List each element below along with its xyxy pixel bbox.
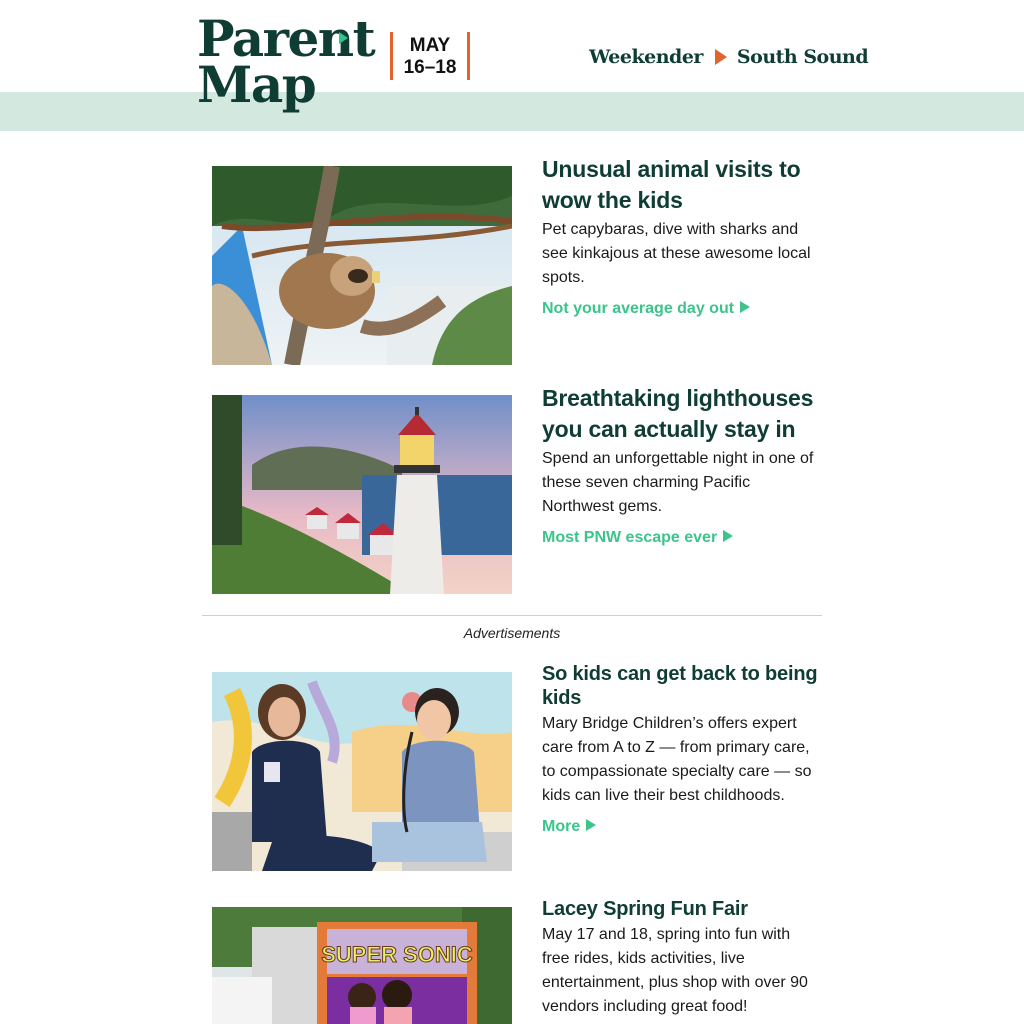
logo-triangle-icon bbox=[339, 32, 348, 44]
article-link[interactable] bbox=[542, 300, 750, 318]
article-link-label: Most PNW escape ever bbox=[542, 529, 718, 546]
article-title[interactable]: Unusual animal visits to wow the kids bbox=[542, 156, 801, 213]
advertisements-label: Advertisements bbox=[463, 625, 561, 641]
ad-text bbox=[542, 897, 822, 1019]
ride-sign: SUPER SONIC bbox=[321, 942, 473, 967]
doctor-child-image[interactable] bbox=[212, 672, 512, 871]
parentmap-logo[interactable] bbox=[197, 9, 375, 114]
ad-link-label: More bbox=[542, 818, 581, 835]
ad-text bbox=[542, 662, 822, 836]
article-title[interactable]: Breathtaking lighthouses you can actually stay in bbox=[542, 385, 814, 442]
issue-date bbox=[390, 32, 470, 80]
issue-days: 16–18 bbox=[403, 57, 457, 78]
logo-line-1: Parent bbox=[197, 9, 375, 68]
article-link-label: Not your average day out bbox=[542, 300, 735, 317]
fair-ride-image[interactable] bbox=[212, 907, 512, 1024]
article-text bbox=[542, 383, 822, 547]
breadcrumb-weekender[interactable]: Weekender bbox=[589, 46, 703, 68]
article-summary: Pet capybaras, dive with sharks and see kinkajous at these awesome local spots. bbox=[542, 221, 811, 286]
breadcrumb-south-sound[interactable]: South Sound bbox=[736, 46, 869, 68]
breadcrumb-arrow-icon bbox=[715, 49, 727, 65]
lighthouse-image[interactable] bbox=[212, 395, 512, 594]
article-text bbox=[542, 154, 822, 318]
play-arrow-icon bbox=[740, 301, 750, 313]
newsletter-header bbox=[0, 0, 1024, 131]
ad-title[interactable]: Lacey Spring Fun Fair bbox=[542, 898, 748, 920]
article-summary: Spend an unforgettable night in one of these seven charming Pacific Northwest gems. bbox=[542, 450, 814, 515]
breadcrumb bbox=[589, 44, 868, 70]
sloth-image[interactable] bbox=[212, 166, 512, 365]
header-band bbox=[0, 92, 1024, 131]
logo-line-2: Map bbox=[197, 55, 316, 114]
play-arrow-icon bbox=[586, 819, 596, 831]
section-divider bbox=[202, 615, 822, 616]
ad-summary: Mary Bridge Children’s offers expert care from A to Z — from primary care, to compassionate specialty care — so kids can live their best childhoods. bbox=[542, 715, 812, 804]
issue-month: MAY bbox=[409, 35, 451, 56]
ad-link[interactable] bbox=[542, 818, 596, 836]
ad-title[interactable]: So kids can get back to being kids bbox=[542, 663, 818, 709]
play-arrow-icon bbox=[723, 530, 733, 542]
article-link[interactable] bbox=[542, 529, 733, 547]
ad-summary: May 17 and 18, spring into fun with free rides, kids activities, live entertainment, plus shop with over 90 vendors including great food! bbox=[542, 926, 808, 1015]
